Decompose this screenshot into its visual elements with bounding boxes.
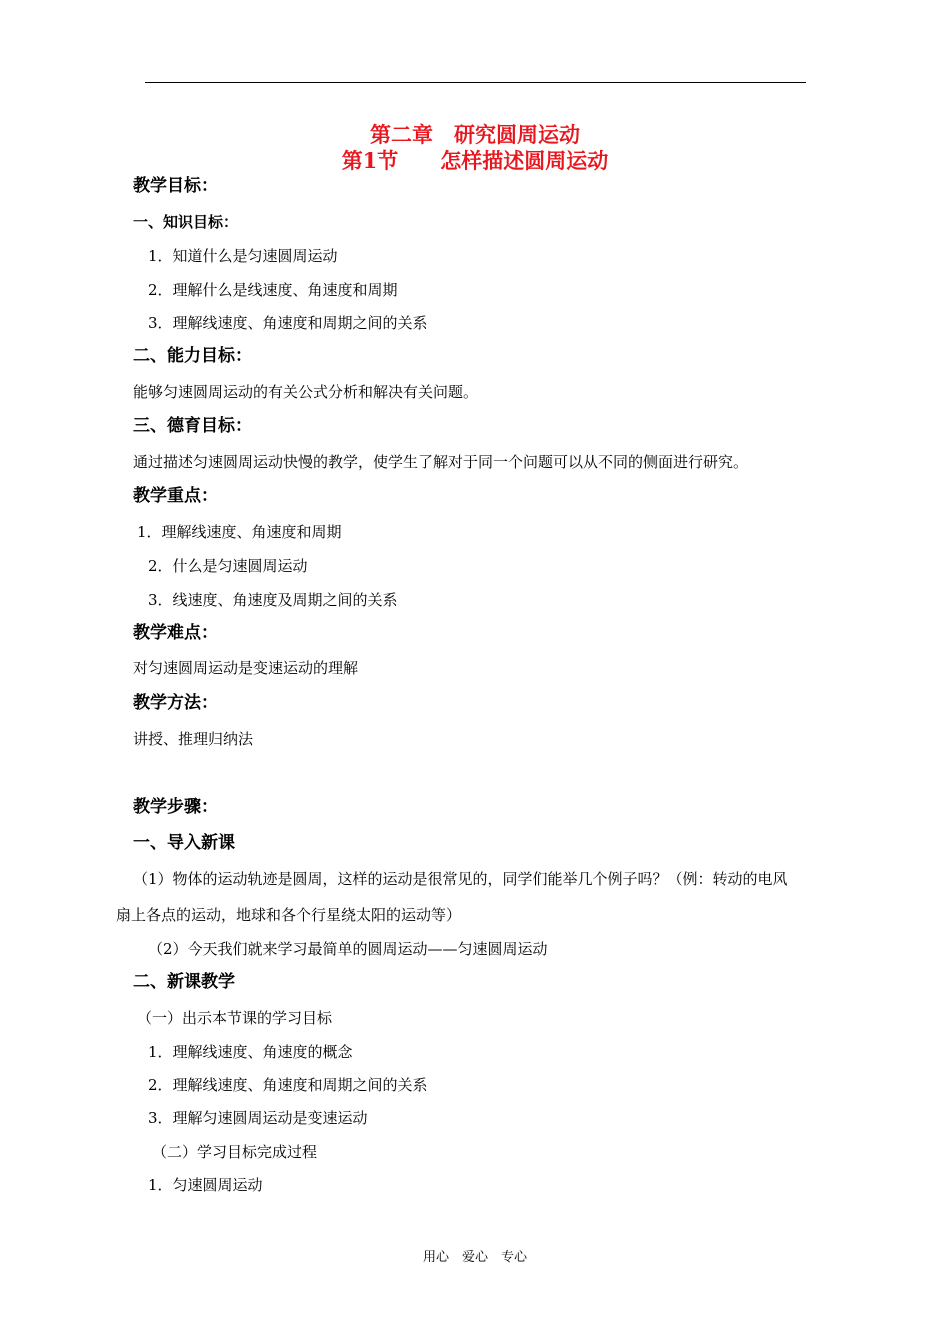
knowledge-item: 1．知道什么是匀速圆周运动 (148, 247, 338, 265)
part1-heading: （一）出示本节课的学习目标 (137, 1009, 333, 1027)
method-heading: 教学方法： (133, 693, 218, 713)
intro-paragraph-line: 扇上各点的运动，地球和各个行星绕太阳的运动等） (116, 906, 462, 924)
header-rule (145, 82, 806, 83)
intro-paragraph-line: （1）物体的运动轨迹是圆周，这样的运动是很常见的，同学们能举几个例子吗？（例：转动的电风 (133, 870, 788, 888)
intro-heading: 一、导入新课 (133, 833, 235, 853)
part1-item: 1．理解线速度、角速度的概念 (148, 1043, 353, 1061)
moral-heading: 三、德育目标： (133, 416, 252, 436)
key-point-item: 3．线速度、角速度及周期之间的关系 (148, 591, 398, 609)
part2-heading: （二）学习目标完成过程 (152, 1143, 318, 1161)
steps-heading: 教学步骤： (133, 797, 218, 817)
ability-heading: 二、能力目标： (133, 346, 252, 366)
page-footer: 用心 爱心 专心 (422, 1250, 527, 1265)
ability-text: 能够匀速圆周运动的有关公式分析和解决有关问题。 (133, 383, 479, 401)
key-point-item: 1．理解线速度、角速度和周期 (137, 523, 342, 541)
key-point-item: 2．什么是匀速圆周运动 (148, 557, 308, 575)
chapter-title: 第二章 研究圆周运动 (370, 122, 580, 147)
moral-text: 通过描述匀速圆周运动快慢的教学，使学生了解对于同一个问题可以从不同的侧面进行研究。 (133, 453, 749, 471)
difficulty-text: 对匀速圆周运动是变速运动的理解 (133, 659, 359, 677)
key-points-heading: 教学重点： (133, 486, 218, 506)
part1-item: 3．理解匀速圆周运动是变速运动 (148, 1109, 368, 1127)
section-title: 第1节 怎样描述圆周运动 (341, 148, 609, 173)
part1-item: 2．理解线速度、角速度和周期之间的关系 (148, 1076, 428, 1094)
knowledge-item: 2．理解什么是线速度、角速度和周期 (148, 281, 398, 299)
difficulty-heading: 教学难点： (133, 623, 218, 643)
objectives-heading: 教学目标： (133, 176, 218, 196)
method-text: 讲授、推理归纳法 (133, 730, 254, 748)
knowledge-heading: 一、知识目标： (133, 213, 239, 231)
part2-item: 1．匀速圆周运动 (148, 1176, 263, 1194)
knowledge-item: 3．理解线速度、角速度和周期之间的关系 (148, 314, 428, 332)
new-lesson-heading: 二、新课教学 (133, 972, 235, 992)
intro-paragraph: （2）今天我们就来学习最简单的圆周运动——匀速圆周运动 (148, 940, 548, 958)
